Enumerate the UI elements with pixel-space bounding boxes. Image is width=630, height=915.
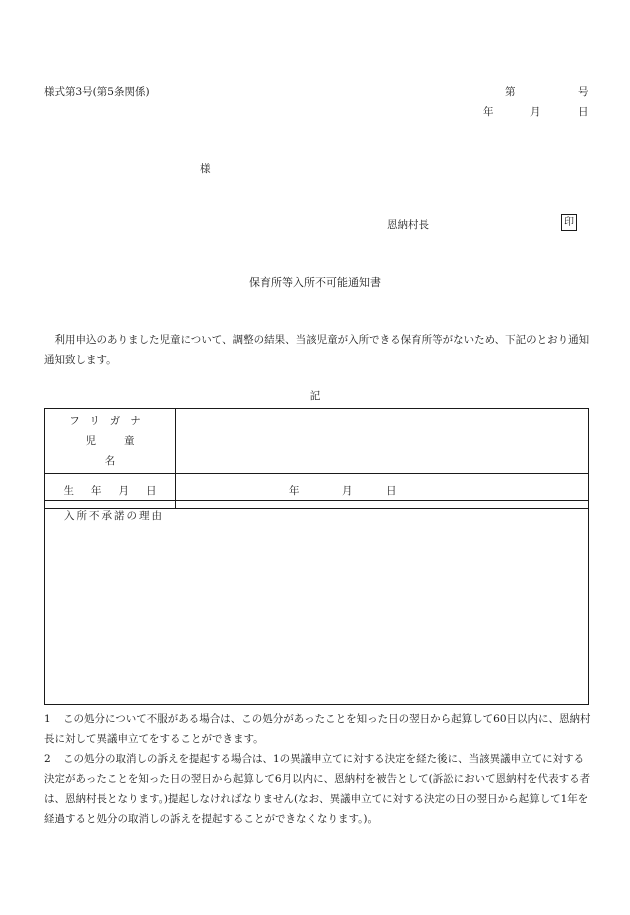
document-title: 保育所等入所不可能通知書 [249, 276, 381, 289]
form-number: 様式第3号(第5条関係) [44, 86, 150, 98]
document-number-prefix: 第 [505, 86, 516, 98]
note-2-number: 2 [44, 753, 51, 765]
issue-date-day: 日 [578, 106, 589, 118]
dob-month-unit: 月 [342, 485, 353, 497]
issue-date-year: 年 [483, 106, 494, 118]
note-2 [44, 749, 592, 829]
recipient-honorific: 様 [200, 163, 211, 175]
seal-mark: 印 [561, 214, 577, 231]
child-name-field[interactable] [176, 409, 589, 474]
note-1 [44, 709, 592, 749]
reason-label: 入所不承諾の理由 [64, 510, 164, 522]
dob-year-unit: 年 [289, 485, 300, 497]
note-1-number: 1 [44, 713, 51, 725]
note-2-text: この処分の取消しの訴えを提起する場合は、1の異議申立てに対する決定を経た後に、当該異議申立てに対する決定があったことを知った日の翌日から起算して6月以内に、恩納村を被告として(訴訟において恩納村を代表する者は、恩納村長となります。)提起しなければなりません(なお、異議申立てに対する決定の日の翌日から起算して1年を経過すると処分の取消しの訴えを提起することができなくなります。)。 [44, 753, 591, 825]
furigana-label: フリガナ [69, 415, 151, 427]
sender-title: 恩納村長 [387, 219, 429, 231]
child-name-label: 児童名 [85, 435, 163, 467]
ki-heading: 記 [309, 390, 321, 402]
child-info-table [44, 408, 589, 509]
child-name-label-cell [45, 409, 176, 474]
reason-box[interactable] [44, 500, 589, 705]
note-1-text: この処分について不服がある場合は、この処分があったことを知った日の翌日から起算して60日以内に、恩納村長に対して異議申立てをすることができます。 [44, 713, 591, 745]
document-number-suffix: 号 [578, 86, 589, 98]
issue-date-month: 月 [530, 106, 541, 118]
child-name-row [45, 409, 589, 474]
dob-label: 生年月日 [63, 485, 174, 497]
dob-day-unit: 日 [386, 485, 397, 497]
body-paragraph: 利用申込のありました児童について、調整の結果、当該児童が入所できる保育所等がないため、下記のとおり通知通知致します。 [44, 334, 590, 366]
